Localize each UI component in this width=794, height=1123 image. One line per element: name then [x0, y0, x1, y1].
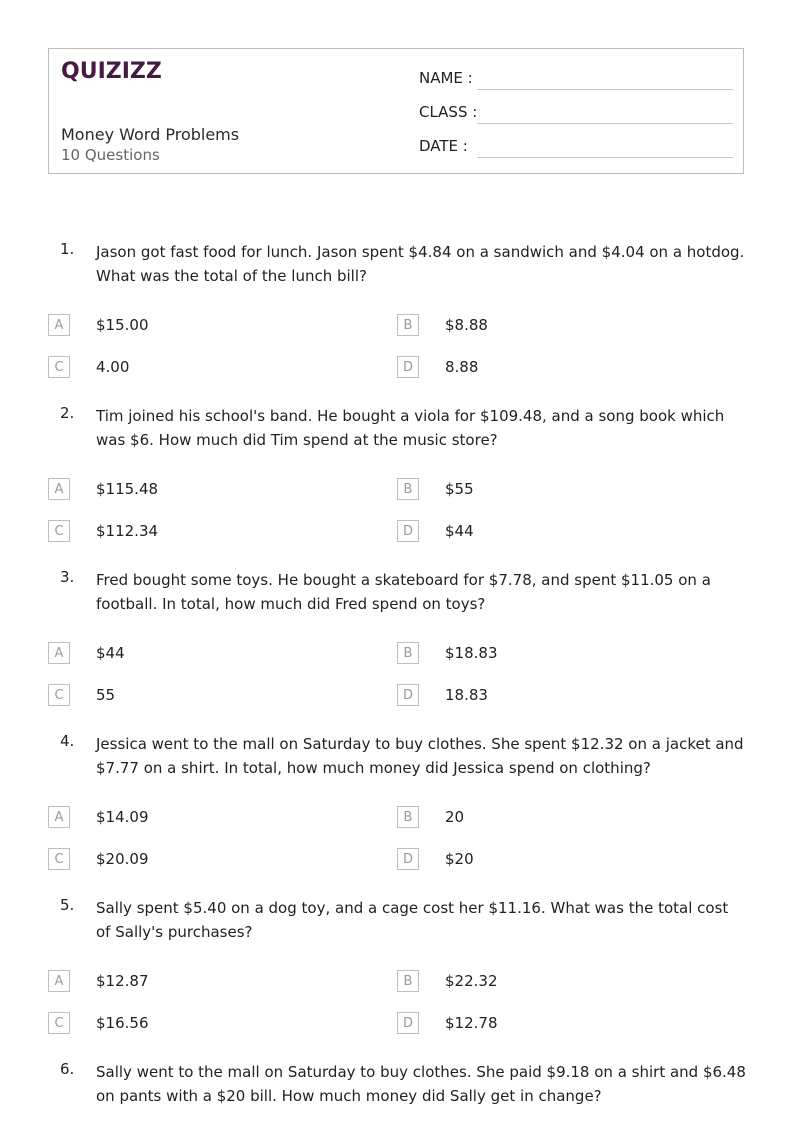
option-a-box[interactable]: A: [48, 806, 70, 828]
option-d-text: $12.78: [445, 1014, 498, 1032]
option-d-text: $20: [445, 850, 474, 868]
quizizz-logo: QUIZIZZ: [61, 59, 162, 84]
option-c-text: $16.56: [96, 1014, 149, 1032]
option-a-box[interactable]: A: [48, 314, 70, 336]
option-c-text: 4.00: [96, 358, 130, 376]
option-b-box[interactable]: B: [397, 970, 419, 992]
option-a-box[interactable]: A: [48, 970, 70, 992]
date-line: [477, 157, 733, 158]
option-a-text: $44: [96, 644, 125, 662]
date-label: DATE :: [419, 137, 468, 155]
option-d-box[interactable]: D: [397, 848, 419, 870]
question-text: Jason got fast food for lunch. Jason spent $4.84 on a sandwich and $4.04 on a hotdog. What was the total of the lunch bill?: [96, 243, 745, 285]
option-c-box[interactable]: C: [48, 520, 70, 542]
option-c-text: $112.34: [96, 522, 159, 540]
option-d-text: 8.88: [445, 358, 479, 376]
option-d-box[interactable]: D: [397, 1012, 419, 1034]
name-line: [477, 89, 733, 90]
option-d-text: 18.83: [445, 686, 488, 704]
question-text: Sally spent $5.40 on a dog toy, and a cage cost her $11.16. What was the total cost of Sally's purchases?: [96, 899, 729, 941]
option-b-text: $55: [445, 480, 474, 498]
option-a-text: $12.87: [96, 972, 149, 990]
option-d-box[interactable]: D: [397, 356, 419, 378]
question-text: Sally went to the mall on Saturday to buy clothes. She paid $9.18 on a shirt and $6.48 on pants with a $20 bill. How much money did Sally get in change?: [96, 1063, 746, 1105]
question-number: 4.: [60, 732, 75, 750]
worksheet-title: Money Word Problems: [61, 125, 240, 144]
name-label: NAME :: [419, 69, 473, 87]
option-d-box[interactable]: D: [397, 520, 419, 542]
option-b-text: 20: [445, 808, 465, 826]
option-a-text: $15.00: [96, 316, 149, 334]
option-b-text: $8.88: [445, 316, 488, 334]
class-line: [477, 123, 733, 124]
question-number: 1.: [60, 240, 75, 258]
option-d-text: $44: [445, 522, 474, 540]
option-a-box[interactable]: A: [48, 478, 70, 500]
question-text: Jessica went to the mall on Saturday to buy clothes. She spent $12.32 on a jacket and $7.77 on a shirt. In total, how much money did Jessica spend on clothing?: [96, 735, 744, 777]
option-c-box[interactable]: C: [48, 848, 70, 870]
option-b-text: $22.32: [445, 972, 498, 990]
option-b-text: $18.83: [445, 644, 498, 662]
option-c-text: $20.09: [96, 850, 149, 868]
question-text: Tim joined his school's band. He bought a viola for $109.48, and a song book which was $6. How much did Tim spend at the music store?: [96, 407, 725, 449]
option-b-box[interactable]: B: [397, 806, 419, 828]
question-number: 2.: [60, 404, 75, 422]
option-a-text: $115.48: [96, 480, 159, 498]
worksheet-header: [48, 48, 744, 174]
option-b-box[interactable]: B: [397, 642, 419, 664]
class-label: CLASS :: [419, 103, 478, 121]
option-a-box[interactable]: A: [48, 642, 70, 664]
option-c-box[interactable]: C: [48, 684, 70, 706]
option-d-box[interactable]: D: [397, 684, 419, 706]
question-number: 6.: [60, 1060, 75, 1078]
option-a-text: $14.09: [96, 808, 149, 826]
question-number: 5.: [60, 896, 75, 914]
question-count: 10 Questions: [61, 146, 160, 164]
option-b-box[interactable]: B: [397, 478, 419, 500]
option-c-box[interactable]: C: [48, 1012, 70, 1034]
option-b-box[interactable]: B: [397, 314, 419, 336]
option-c-box[interactable]: C: [48, 356, 70, 378]
question-number: 3.: [60, 568, 75, 586]
option-c-text: 55: [96, 686, 116, 704]
question-text: Fred bought some toys. He bought a skateboard for $7.78, and spent $11.05 on a football. In total, how much did Fred spend on toys?: [96, 571, 711, 613]
